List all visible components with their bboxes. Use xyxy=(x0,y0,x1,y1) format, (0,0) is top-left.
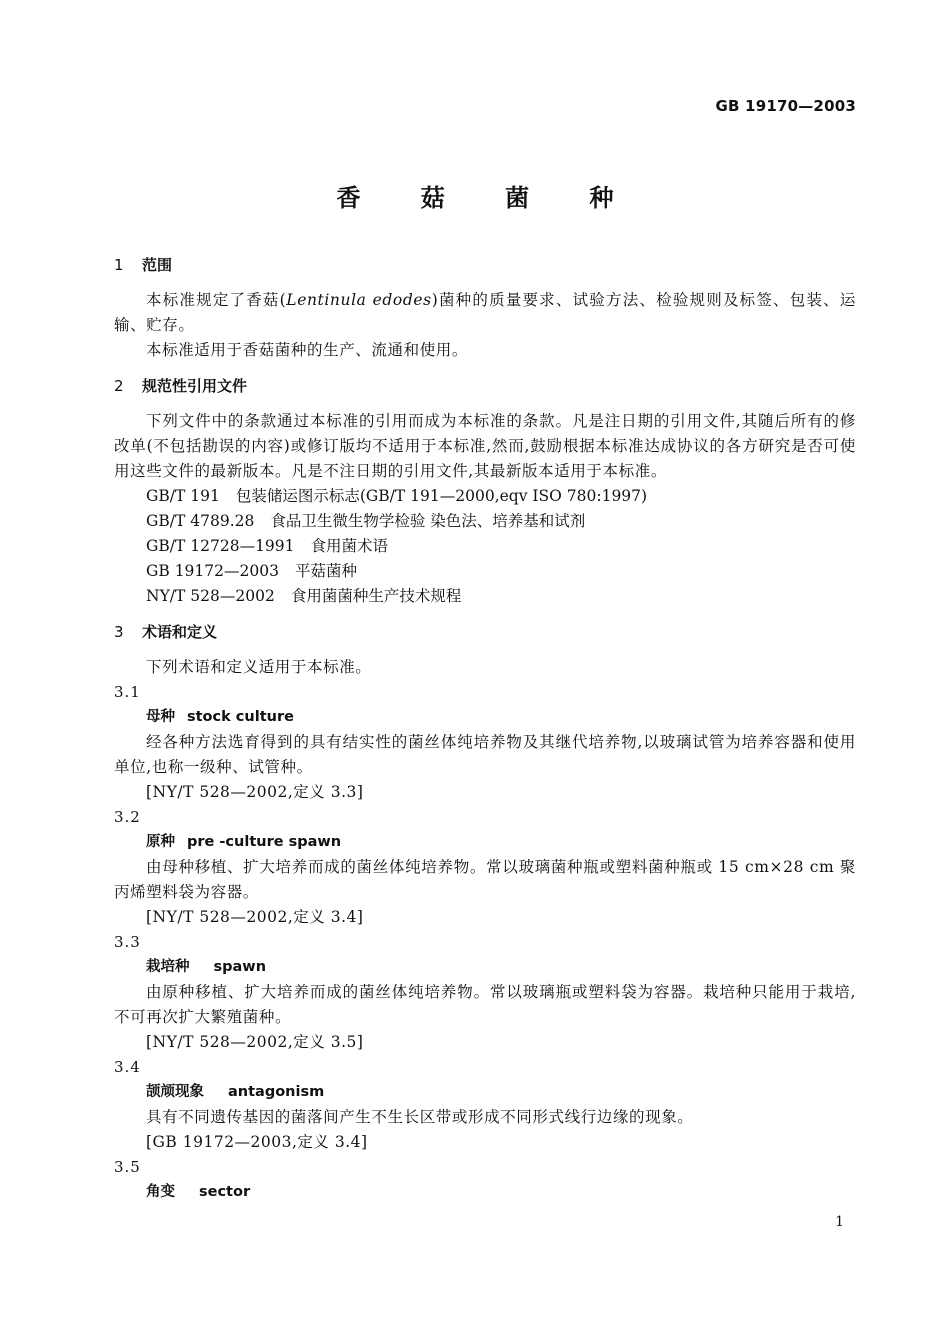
reference-item xyxy=(114,559,856,584)
reference-item xyxy=(114,534,856,559)
term-english: stock culture xyxy=(187,709,294,725)
clause-number: 3.5 xyxy=(114,1158,141,1176)
standard-code: GB 19170—2003 xyxy=(715,97,856,115)
section-3-heading xyxy=(114,619,856,645)
section-number: 2 xyxy=(114,377,124,395)
term-definition: 由母种移植、扩大培养而成的菌丝体纯培养物。常以玻璃菌种瓶或塑料菌种瓶或 15 cm×28 cm 聚丙烯塑料袋为容器。 xyxy=(114,858,856,901)
section-1-heading xyxy=(114,252,856,278)
term-english: antagonism xyxy=(228,1084,325,1100)
term-english: spawn xyxy=(213,959,267,975)
section-number: 1 xyxy=(114,256,124,274)
section-title: 术语和定义 xyxy=(142,623,218,641)
reference-item xyxy=(114,509,856,534)
term-heading xyxy=(114,1080,856,1105)
scope-paragraph-2: 本标准适用于香菇菌种的生产、流通和使用。 xyxy=(146,341,469,359)
term-chinese: 母种 xyxy=(146,709,175,725)
term-chinese: 颉颃现象 xyxy=(146,1084,204,1100)
reference-title: 食品卫生微生物学检验 染色法、培养基和试剂 xyxy=(270,512,586,530)
reference-code: NY/T 528—2002 xyxy=(146,587,275,605)
clause-number: 3.2 xyxy=(114,808,141,826)
term-source: [NY/T 528—2002,定义 3.5] xyxy=(146,1033,364,1051)
term-source: [NY/T 528—2002,定义 3.3] xyxy=(146,783,364,801)
document-title: 香 菇 菌 种 xyxy=(336,184,640,212)
term-heading xyxy=(114,955,856,980)
scope-text-b: )菌种的质量要求、试验方法、检验规则及标签、包装、运输、贮存。 xyxy=(114,291,856,334)
reference-item xyxy=(114,484,856,509)
scope-paragraph-1 xyxy=(114,288,856,338)
reference-item xyxy=(114,584,856,609)
reference-title: 食用菌术语 xyxy=(310,537,389,555)
reference-title: 平菇菌种 xyxy=(294,562,357,580)
scope-text-a: 本标准规定了香菇( xyxy=(146,291,287,309)
section-title: 范围 xyxy=(142,256,173,274)
reference-title: 食用菌菌种生产技术规程 xyxy=(290,587,462,605)
species-latin-name: Lentinula edodes xyxy=(286,291,432,309)
term-chinese: 角变 xyxy=(146,1184,175,1200)
term-english: sector xyxy=(199,1184,251,1200)
reference-code: GB 19172—2003 xyxy=(146,562,279,580)
section-title: 规范性引用文件 xyxy=(142,377,248,395)
page-number: 1 xyxy=(835,1214,844,1230)
section-number: 3 xyxy=(114,623,124,641)
reference-title: 包装储运图示标志(GB/T 191—2000,eqv ISO 780:1997) xyxy=(235,487,648,505)
document-body xyxy=(114,252,856,1205)
section-2-heading xyxy=(114,373,856,399)
terms-intro: 下列术语和定义适用于本标准。 xyxy=(146,658,372,676)
clause-number: 3.1 xyxy=(114,683,141,701)
reference-code: GB/T 12728—1991 xyxy=(146,537,295,555)
term-definition: 经各种方法选育得到的具有结实性的菌丝体纯培养物及其继代培养物,以玻璃试管为培养容器和使用单位,也称一级种、试管种。 xyxy=(114,733,856,776)
term-definition: 具有不同遗传基因的菌落间产生不生长区带或形成不同形式线行边缘的现象。 xyxy=(146,1108,694,1126)
term-heading xyxy=(114,705,856,730)
clause-number: 3.4 xyxy=(114,1058,141,1076)
reference-code: GB/T 191 xyxy=(146,487,220,505)
term-definition: 由原种移植、扩大培养而成的菌丝体纯培养物。常以玻璃瓶或塑料袋为容器。栽培种只能用于栽培,不可再次扩大繁殖菌种。 xyxy=(114,983,856,1026)
term-source: [GB 19172—2003,定义 3.4] xyxy=(146,1133,368,1151)
term-heading xyxy=(114,1180,856,1205)
term-heading xyxy=(114,830,856,855)
clause-number: 3.3 xyxy=(114,933,141,951)
term-english: pre -culture spawn xyxy=(187,834,342,850)
normative-references-intro: 下列文件中的条款通过本标准的引用而成为本标准的条款。凡是注日期的引用文件,其随后所有的修改单(不包括勘误的内容)或修订版均不适用于本标准,然而,鼓励根据本标准达成协议的各方研究是否可使用这些文件的最新版本。凡是不注日期的引用文件,其最新版本适用于本标准。 xyxy=(114,412,856,480)
term-source: [NY/T 528—2002,定义 3.4] xyxy=(146,908,364,926)
reference-code: GB/T 4789.28 xyxy=(146,512,255,530)
term-chinese: 栽培种 xyxy=(146,959,190,975)
term-chinese: 原种 xyxy=(146,834,175,850)
